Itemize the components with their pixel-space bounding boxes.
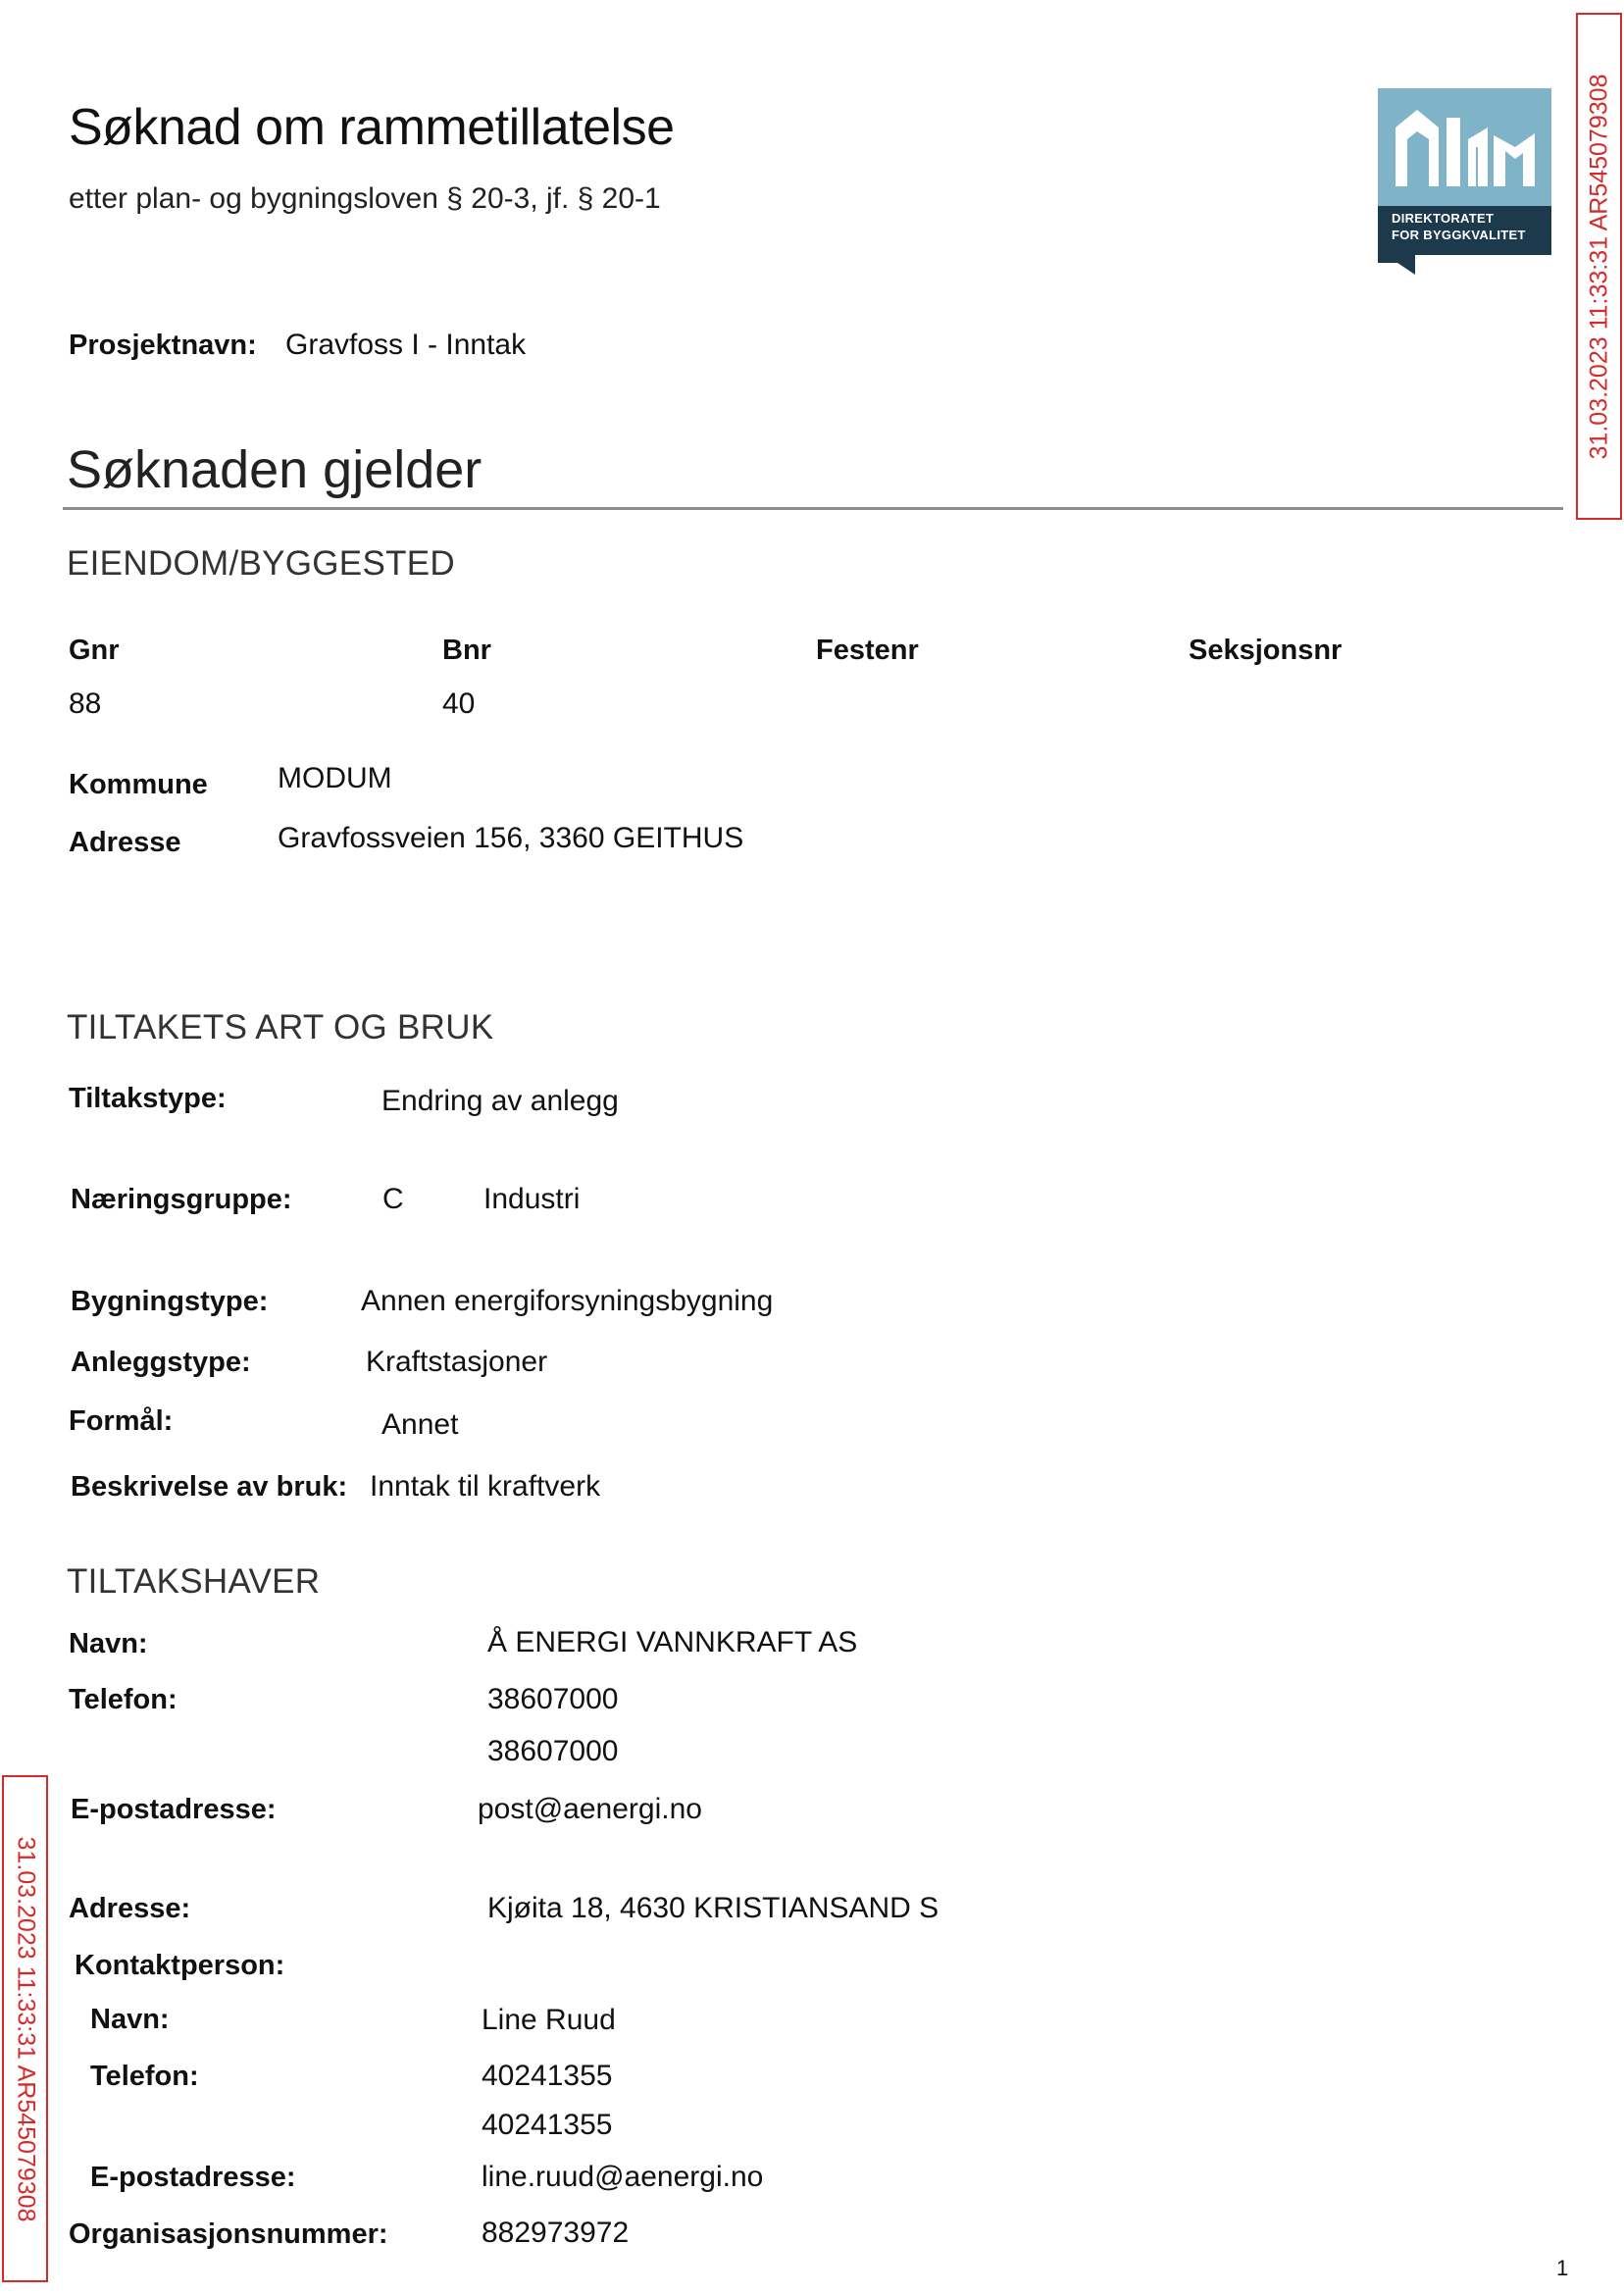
telefon-value-1: 38607000 xyxy=(487,1683,619,1715)
kommune-value: MODUM xyxy=(278,762,392,794)
formaal-value: Annet xyxy=(381,1408,459,1441)
kontakt-telefon-label: Telefon: xyxy=(90,2061,199,2092)
navn-value: Å ENERGI VANNKRAFT AS xyxy=(487,1626,858,1658)
formaal-label: Formål: xyxy=(69,1405,174,1437)
section-divider xyxy=(63,507,1563,510)
beskrivelse-label: Beskrivelse av bruk: xyxy=(71,1471,348,1503)
logo-text-line1: DIREKTORATET xyxy=(1392,211,1495,226)
bygningstype-value: Annen energiforsyningsbygning xyxy=(361,1285,774,1317)
adresse-value: Gravfossveien 156, 3360 GEITHUS xyxy=(278,822,744,854)
stamp-text-top: 31.03.2023 11:33:31 AR545079308 xyxy=(1585,74,1612,459)
tiltakshaver-heading: TILTAKSHAVER xyxy=(67,1562,321,1601)
timestamp-stamp-left xyxy=(2,1775,48,2282)
tiltakstype-value: Endring av anlegg xyxy=(381,1085,619,1117)
tiltakstype-label: Tiltakstype: xyxy=(69,1083,227,1114)
dibk-logo xyxy=(1378,88,1551,275)
kommune-label: Kommune xyxy=(69,769,208,800)
telefon-value-2: 38607000 xyxy=(487,1735,619,1767)
eiendom-heading: EIENDOM/BYGGESTED xyxy=(67,544,455,583)
telefon-label: Telefon: xyxy=(69,1684,178,1715)
kontakt-epost-value: line.ruud@aenergi.no xyxy=(482,2161,764,2193)
timestamp-stamp-top xyxy=(1576,13,1622,520)
project-name-value: Gravfoss I - Inntak xyxy=(285,329,527,361)
section-title: Søknaden gjelder xyxy=(67,440,482,499)
naeringsgruppe-label: Næringsgruppe: xyxy=(71,1184,292,1215)
document-subtitle: etter plan- og bygningsloven § 20-3, jf. § 20-1 xyxy=(69,182,661,215)
adresse-label: Adresse xyxy=(69,827,181,858)
document-title: Søknad om rammetillatelse xyxy=(69,99,675,156)
kontakt-navn-value: Line Ruud xyxy=(482,2004,616,2036)
anleggstype-value: Kraftstasjoner xyxy=(366,1346,548,1378)
navn-label: Navn: xyxy=(69,1628,148,1659)
dibk-logo-icon xyxy=(1378,88,1551,275)
logo-text-line2: FOR BYGGKVALITET xyxy=(1392,228,1526,242)
naeringsgruppe-code: C xyxy=(382,1183,404,1215)
kontakt-epost-label: E-postadresse: xyxy=(90,2162,296,2193)
col-gnr: Gnr xyxy=(69,635,120,666)
organisasjonsnummer-label: Organisasjonsnummer: xyxy=(69,2218,388,2250)
beskrivelse-value: Inntak til kraftverk xyxy=(370,1470,601,1503)
kontakt-navn-label: Navn: xyxy=(90,2004,170,2035)
page-number: 1 xyxy=(1556,2256,1569,2280)
tiltakshaver-adresse-label: Adresse: xyxy=(69,1893,191,1924)
col-bnr: Bnr xyxy=(442,635,491,666)
tiltak-heading: TILTAKETS ART OG BRUK xyxy=(67,1008,494,1046)
tiltakshaver-adresse-value: Kjøita 18, 4630 KRISTIANSAND S xyxy=(487,1892,939,1924)
epost-value: post@aenergi.no xyxy=(478,1793,702,1825)
kontakt-telefon-value-2: 40241355 xyxy=(482,2109,613,2141)
bygningstype-label: Bygningstype: xyxy=(71,1286,269,1317)
stamp-text-left: 31.03.2023 11:33:31 AR545079308 xyxy=(12,1836,39,2221)
epost-label: E-postadresse: xyxy=(71,1794,277,1825)
naeringsgruppe-name: Industri xyxy=(483,1183,581,1215)
project-name-label: Prosjektnavn: xyxy=(69,330,257,361)
kontaktperson-label: Kontaktperson: xyxy=(75,1950,285,1981)
kontakt-telefon-value-1: 40241355 xyxy=(482,2060,613,2092)
value-bnr: 40 xyxy=(442,688,476,720)
value-gnr: 88 xyxy=(69,688,102,720)
organisasjonsnummer-value: 882973972 xyxy=(482,2217,630,2249)
col-seksjonsnr: Seksjonsnr xyxy=(1189,635,1343,666)
anleggstype-label: Anleggstype: xyxy=(71,1347,251,1378)
col-festenr: Festenr xyxy=(816,635,919,666)
